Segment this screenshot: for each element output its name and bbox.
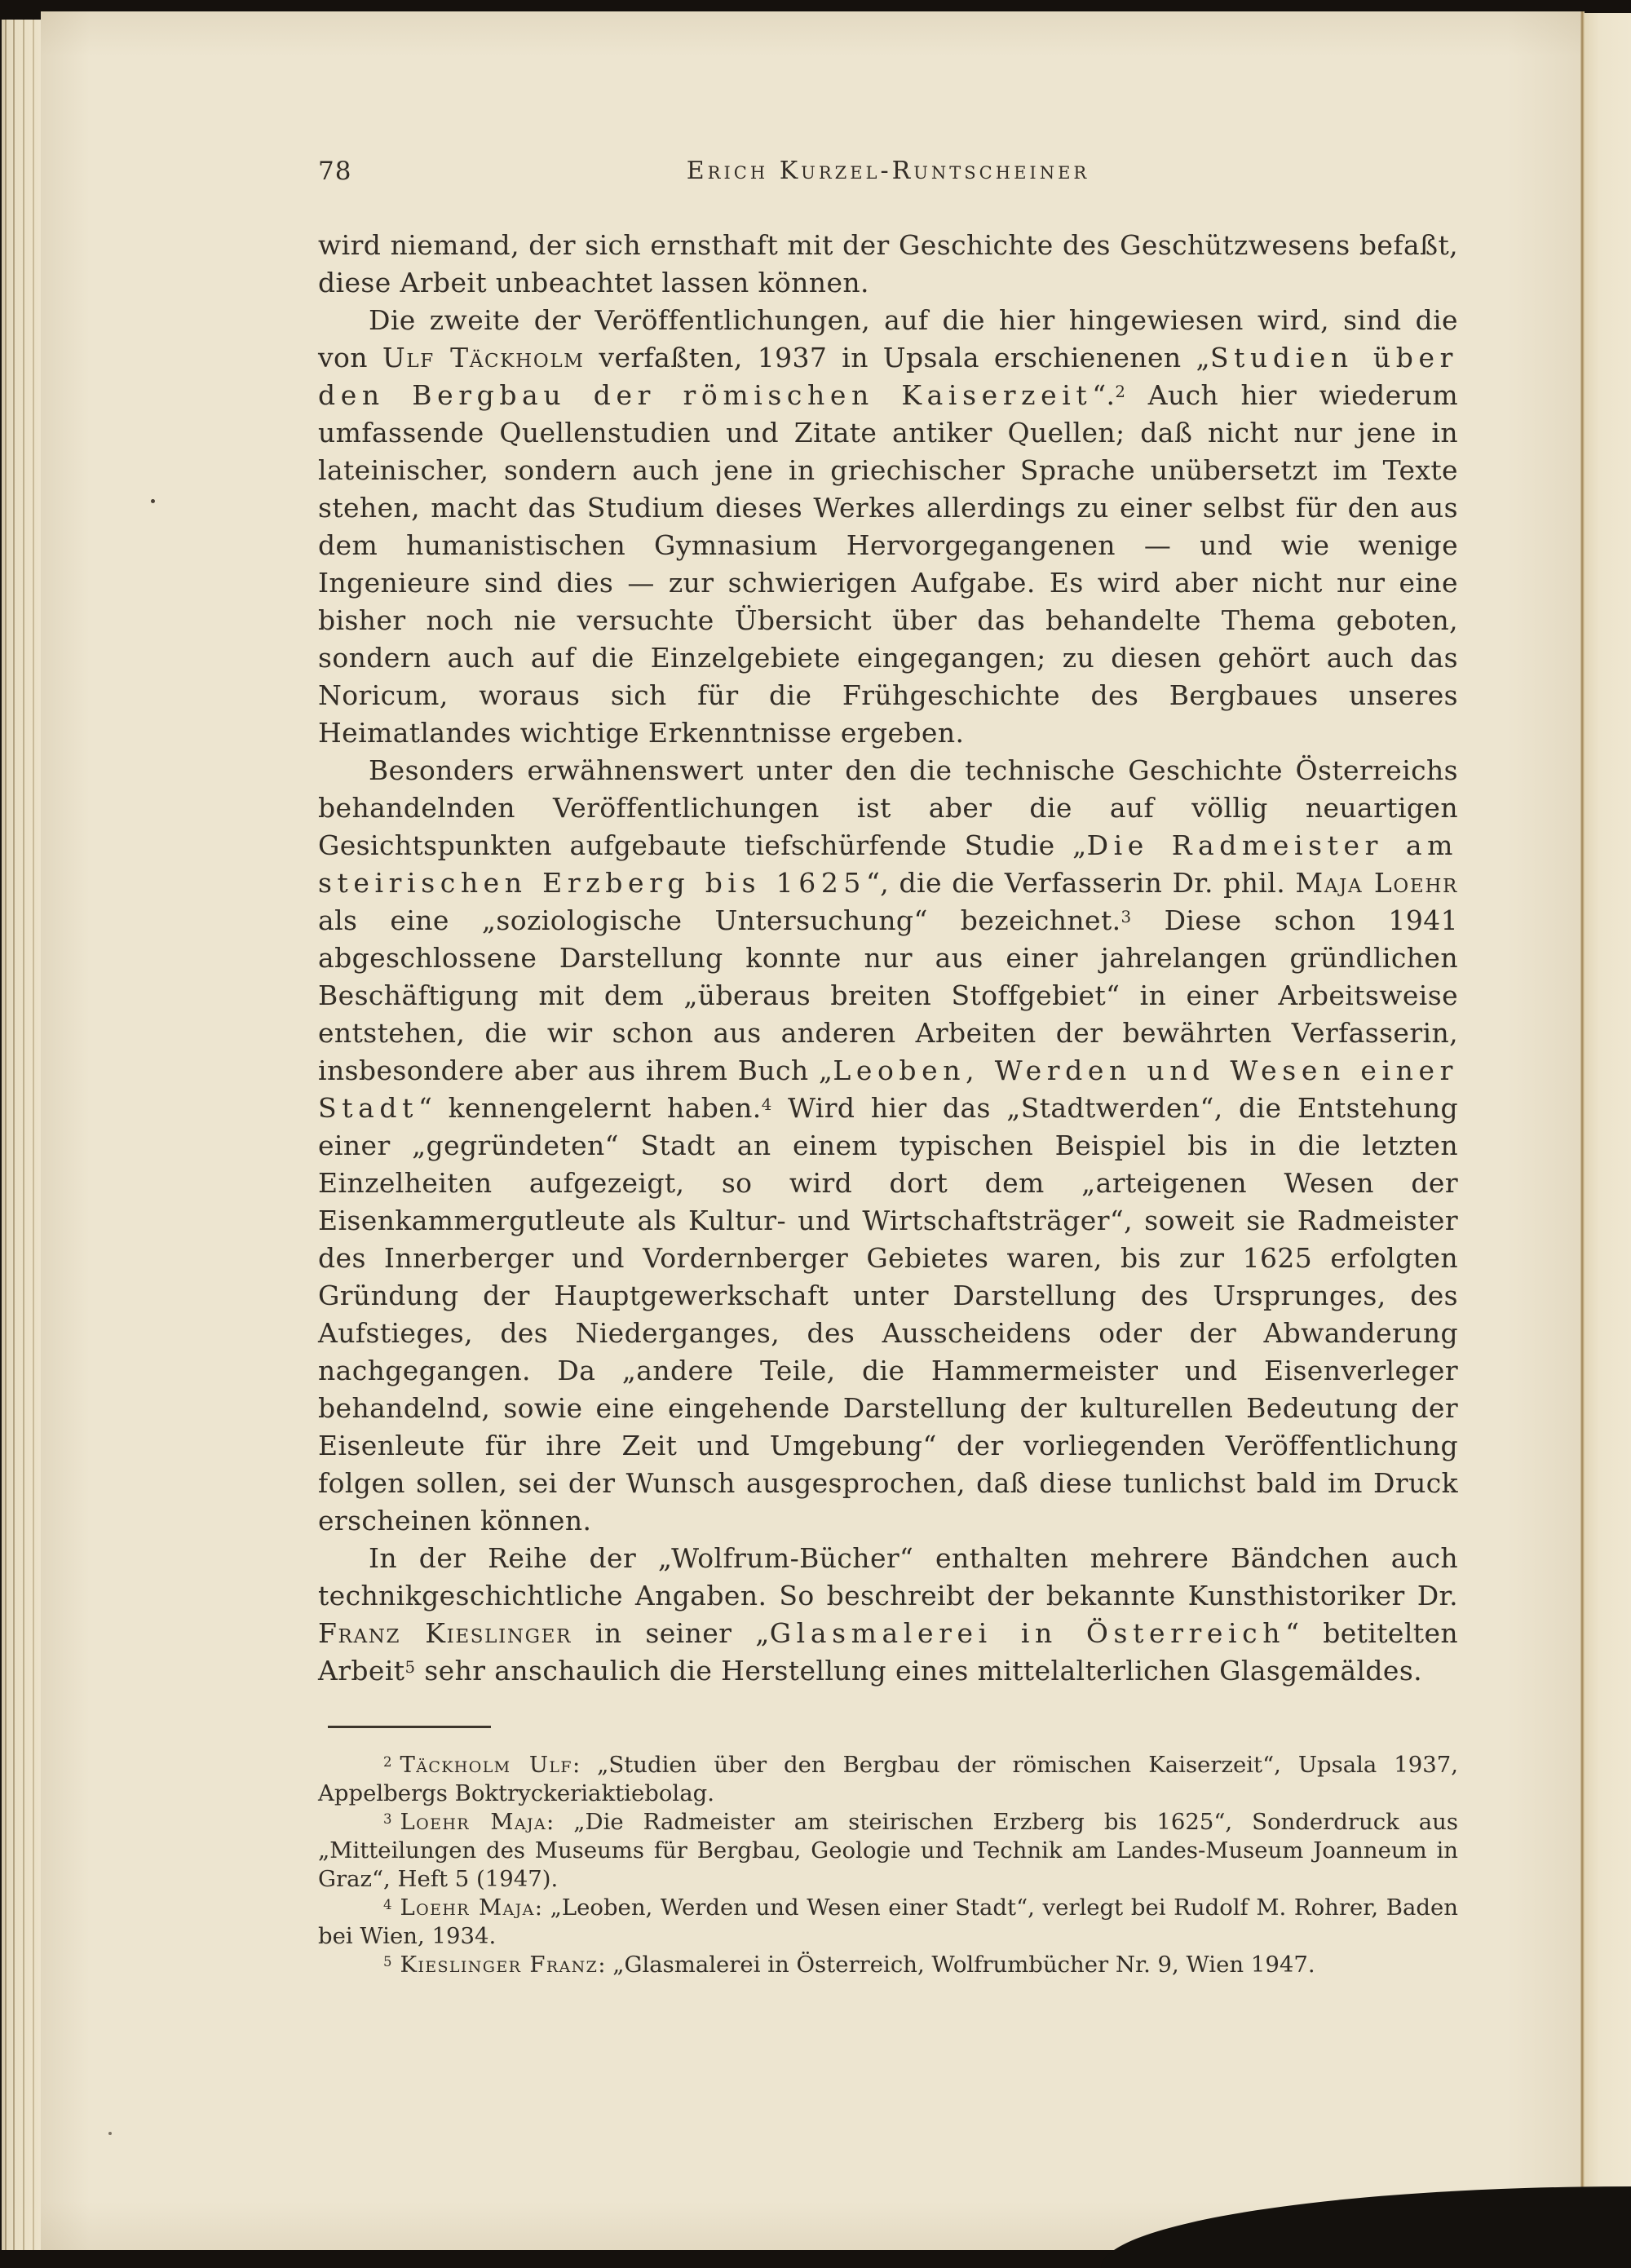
page-number: 78 — [318, 157, 352, 186]
footnotes — [318, 1751, 1458, 1979]
text-segment: in seiner „ — [572, 1617, 770, 1649]
text-segment: Loehr Maja — [400, 1809, 547, 1835]
text-segment: “. — [1092, 379, 1116, 411]
text-segment: als eine „soziologische Untersuchung“ bezeichnet. — [318, 904, 1121, 936]
running-head: Erich Kurzel-Runtscheiner — [686, 157, 1090, 185]
text-segment: Kieslinger Franz — [400, 1952, 599, 1978]
paper-speck — [108, 2132, 112, 2135]
text-segment: Auch hier wiederum umfassende Quellenstudien und Zitate antiker Quellen; daß nicht nur jene in lateinischer, sondern auch jene in griechischer Sprache unübersetzt im Texte stehen, macht das Studium dieses Werkes allerdings zu einer selbst für den aus dem humanistischen Gymnasium Hervorgegangenen — und wie wenige Ingenieure sind dies — zur schwierigen Aufgabe. Es wird aber nicht nur eine bisher noch nie versuchte Übersicht über das behandelte Thema geboten, sondern auch auf die Einzelgebiete eingegangen; zu diesen gehört auch das Noricum, woraus sich für die Frühgeschichte des Bergbaues unseres Heimatlandes wichtige Erkenntnisse ergeben. — [318, 379, 1459, 749]
text-segment: : „Leoben, Werden und Wesen einer Stadt“, verlegt bei Rudolf M. Rohrer, Baden bei Wien, 1934. — [318, 1894, 1459, 1949]
text-segment: Studien über den Bergbau der römischen Kaiserzeit — [318, 342, 1458, 411]
text-segment: Wird hier das „Stadtwerden“, die Entstehung einer „gegründeten“ Stadt an einem typischen Beispiel bis in die letzten Einzelheiten aufgezeigt, so wird dort dem „arteigenen Wesen der Eisenkammergutleute als Kultur- und Wirtschaftsträger“, soweit sie Radmeister des Innerberger und Vordernberger Gebietes waren, bis zur 1625 erfolgten Gründung der Hauptgewerkschaft unter Darstellung des Ursprunges, des Aufstieges, des Niederganges, des Ausscheidens oder der Abwanderung nachgegangen. Da „andere Teile, die Hammermeister und Eisenverleger behandelnd, sowie eine eingehende Darstellung der kulturellen Bedeutung der Eisenleute für ihre Zeit und Umgebung“ der vorliegenden Veröffentlichung folgen sollen, sei der Wunsch ausgesprochen, daß diese tunlichst bald im Druck erscheinen können. — [318, 1092, 1458, 1536]
text-segment: Diese schon 1941 abgeschlossene Darstellung konnte nur aus einer jahrelangen gründlichen Beschäftigung mit dem „überaus breiten Stoffgebiet“ in einer Arbeitsweise entstehen, die wir schon aus anderen Arbeiten der bewährten Verfasserin, insbesondere aber aus ihrem Buch „ — [318, 904, 1458, 1086]
text-segment: Glasmalerei in Österreich — [769, 1617, 1286, 1649]
text-segment: : „Studien über den Bergbau der römischen Kaiserzeit“, Upsala 1937, Appelbergs Boktryckeriaktiebolag. — [318, 1752, 1458, 1806]
text-segment: In der Reihe der „Wolfrum-Bücher“ enthalten mehrere Bändchen auch technikgeschichtliche Angaben. So beschreibt der bekannte Kunsthistoriker Dr. — [318, 1542, 1458, 1611]
text-segment: “, die die Verfasserin Dr. phil. — [866, 867, 1296, 899]
footnote — [318, 1808, 1458, 1894]
footnote-marker: 5 — [383, 1953, 392, 1970]
text-segment: Die zweite der Veröffentlichungen, auf die hier hingewiesen wird, sind die von — [318, 304, 1458, 374]
book-page — [41, 11, 1580, 2250]
page-content — [41, 11, 1580, 1979]
text-segment: Besonders erwähnenswert unter den die technische Geschichte Österreichs behandelnden Veröffentlichungen ist aber die auf völlig neuartigen Gesichtspunkten aufgebaute tiefschürfende Studie „ — [318, 754, 1458, 861]
footnote-marker: 3 — [383, 1810, 392, 1827]
next-page-edge — [1585, 13, 1631, 2244]
text-segment: verfaßten, 1937 in Upsala erschienenen „ — [584, 342, 1210, 374]
text-segment: Die Radmeister am steirischen Erzberg bis 1625 — [318, 829, 1458, 899]
footnote — [318, 1751, 1458, 1808]
paragraph — [318, 227, 1458, 302]
text-segment: Täckholm Ulf — [400, 1752, 572, 1778]
page-stack-edges — [0, 20, 41, 2250]
text-segment: 4 — [761, 1095, 772, 1115]
text-segment: : „Glasmalerei in Österreich, Wolfrumbücher Nr. 9, Wien 1947. — [598, 1952, 1315, 1978]
paper-speck — [151, 499, 155, 503]
text-segment: Maja Loehr — [1295, 867, 1459, 899]
footnote-marker: 2 — [383, 1753, 392, 1770]
body-paragraphs — [318, 227, 1458, 1690]
text-segment: 5 — [404, 1658, 416, 1678]
text-segment: : „Die Radmeister am steirischen Erzberg bis 1625“, Sonderdruck aus „Mitteilungen des Museums für Bergbau, Geologie und Technik am Landes-Museum Joanneum in Graz“, Heft 5 (1947). — [318, 1809, 1458, 1892]
text-segment: “ kennengelernt haben. — [418, 1092, 762, 1124]
text-segment: wird niemand, der sich ernsthaft mit der Geschichte des Geschützwesens befaßt, diese Arbeit unbeachtet lassen können. — [318, 229, 1458, 298]
text-segment: Leoben, Werden und Wesen einer Stadt — [318, 1054, 1458, 1124]
paragraph — [318, 302, 1458, 752]
text-segment: Franz Kieslinger — [318, 1617, 572, 1649]
text-segment: Loehr Maja — [400, 1894, 535, 1921]
text-segment: 3 — [1120, 908, 1132, 927]
paragraph — [318, 752, 1458, 1540]
footnote-marker: 4 — [383, 1896, 392, 1912]
text-segment: “ betitelten Arbeit — [318, 1617, 1459, 1687]
footnote — [318, 1951, 1458, 1979]
text-segment: 2 — [1115, 382, 1126, 402]
footnote-separator-rule — [328, 1726, 491, 1728]
footnote — [318, 1894, 1458, 1951]
text-segment: sehr anschaulich die Herstellung eines mittelalterlichen Glasgemäldes. — [415, 1655, 1423, 1687]
paragraph — [318, 1540, 1458, 1690]
text-segment: Ulf Täckholm — [382, 342, 585, 374]
page-header — [318, 157, 1458, 191]
